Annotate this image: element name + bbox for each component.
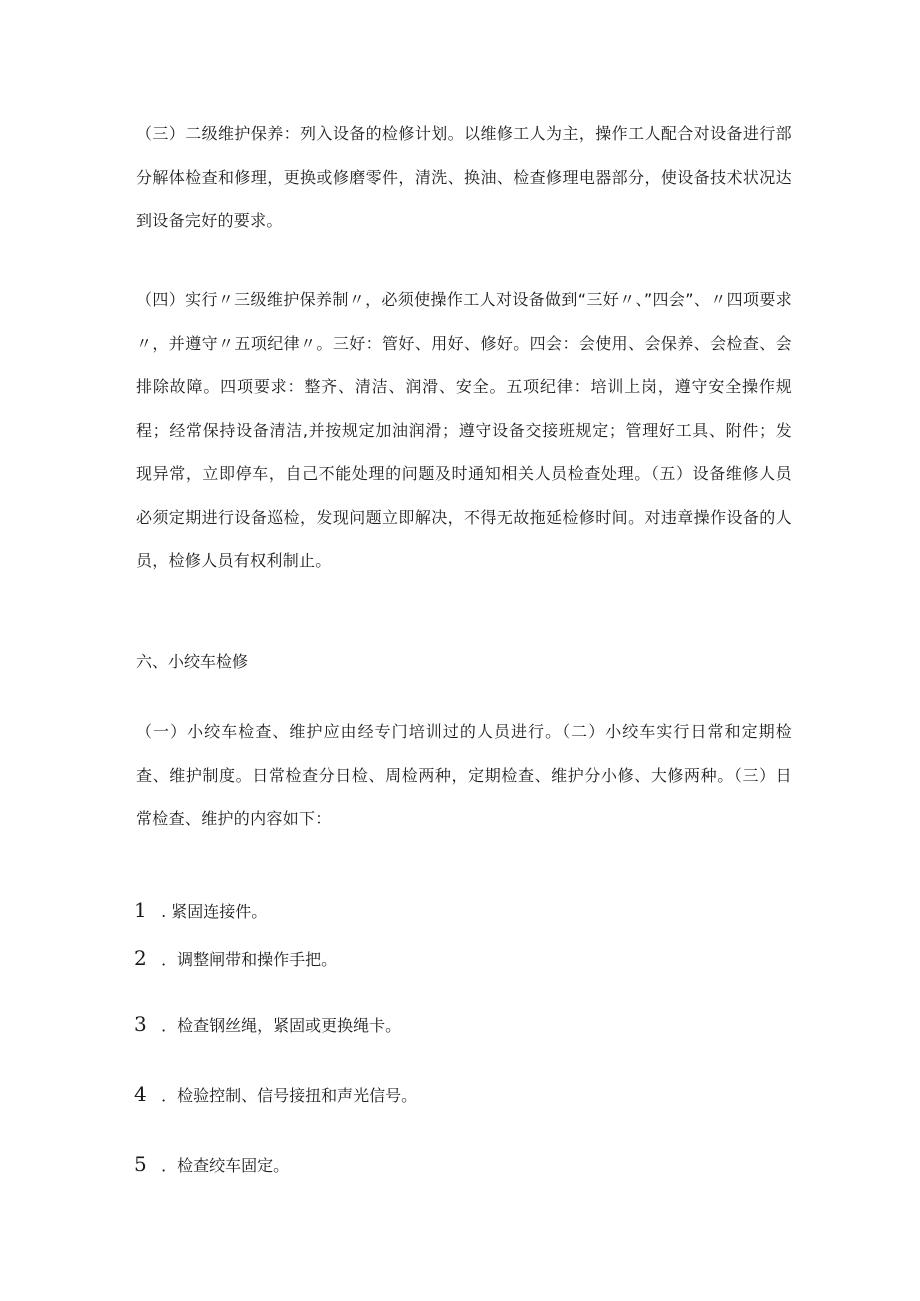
list-item	[134, 1012, 401, 1038]
paragraph-secondary-maintenance: （三）二级维护保养：列入设备的检修计划。以维修工人为主，操作工人配合对设备进行部分解体检查和修理，更换或修磨零件，清洗、换油、检查修理电器部分，使设备技术状况达到设备完好的要求。	[136, 124, 792, 230]
list-number: 3	[134, 1012, 147, 1036]
list-number: 2	[134, 946, 147, 970]
list-item	[134, 1082, 417, 1108]
list-text: ．检查绞车固定。	[161, 1156, 290, 1175]
list-text: ．检验控制、信号接扭和声光信号。	[161, 1086, 418, 1105]
list-number: 1	[134, 898, 147, 922]
paragraph-three-level-maintenance: （四）实行〃三级维护保养制〃，必须使操作工人对设备做到“三好〃、”四会”、〃四项要求〃，并遵守〃五项纪律〃。三好：管好、用好、修好。四会：会使用、会保养、会检查、会排除故障。四项要求：整齐、清洁、润滑、安全。五项纪律：培训上岗，遵守安全操作规程；经常保持设备清洁,并按规定加油润滑；遵守设备交接班规定；管理好工具、附件；发现异常，立即停车，自己不能处理的问题及时通知相关人员检查处理。（五）设备维修人员必须定期进行设备巡检，发现问题立即解决，不得无故拖延检修时间。对违章操作设备的人员，检修人员有权利制止。	[136, 290, 792, 570]
paragraph-winch-inspection: （一）小绞车检查、维护应由经专门培训过的人员进行。（二）小绞车实行日常和定期检查、维护制度。日常检查分日检、周检两种，定期检查、维护分小修、大修两种。（三）日常检查、维护的内容如下：	[136, 722, 792, 828]
list-text: . 紧固连接件。	[161, 902, 268, 921]
list-item	[134, 1152, 289, 1178]
list-text: ．调整闸带和操作手把。	[161, 950, 338, 969]
list-item	[134, 898, 267, 924]
list-text: ．检查钢丝绳，紧固或更换绳卡。	[161, 1016, 402, 1035]
list-number: 4	[134, 1082, 147, 1106]
list-item	[134, 946, 337, 972]
section-heading-small-winch: 六、小绞车检修	[136, 652, 249, 671]
list-number: 5	[134, 1152, 147, 1176]
